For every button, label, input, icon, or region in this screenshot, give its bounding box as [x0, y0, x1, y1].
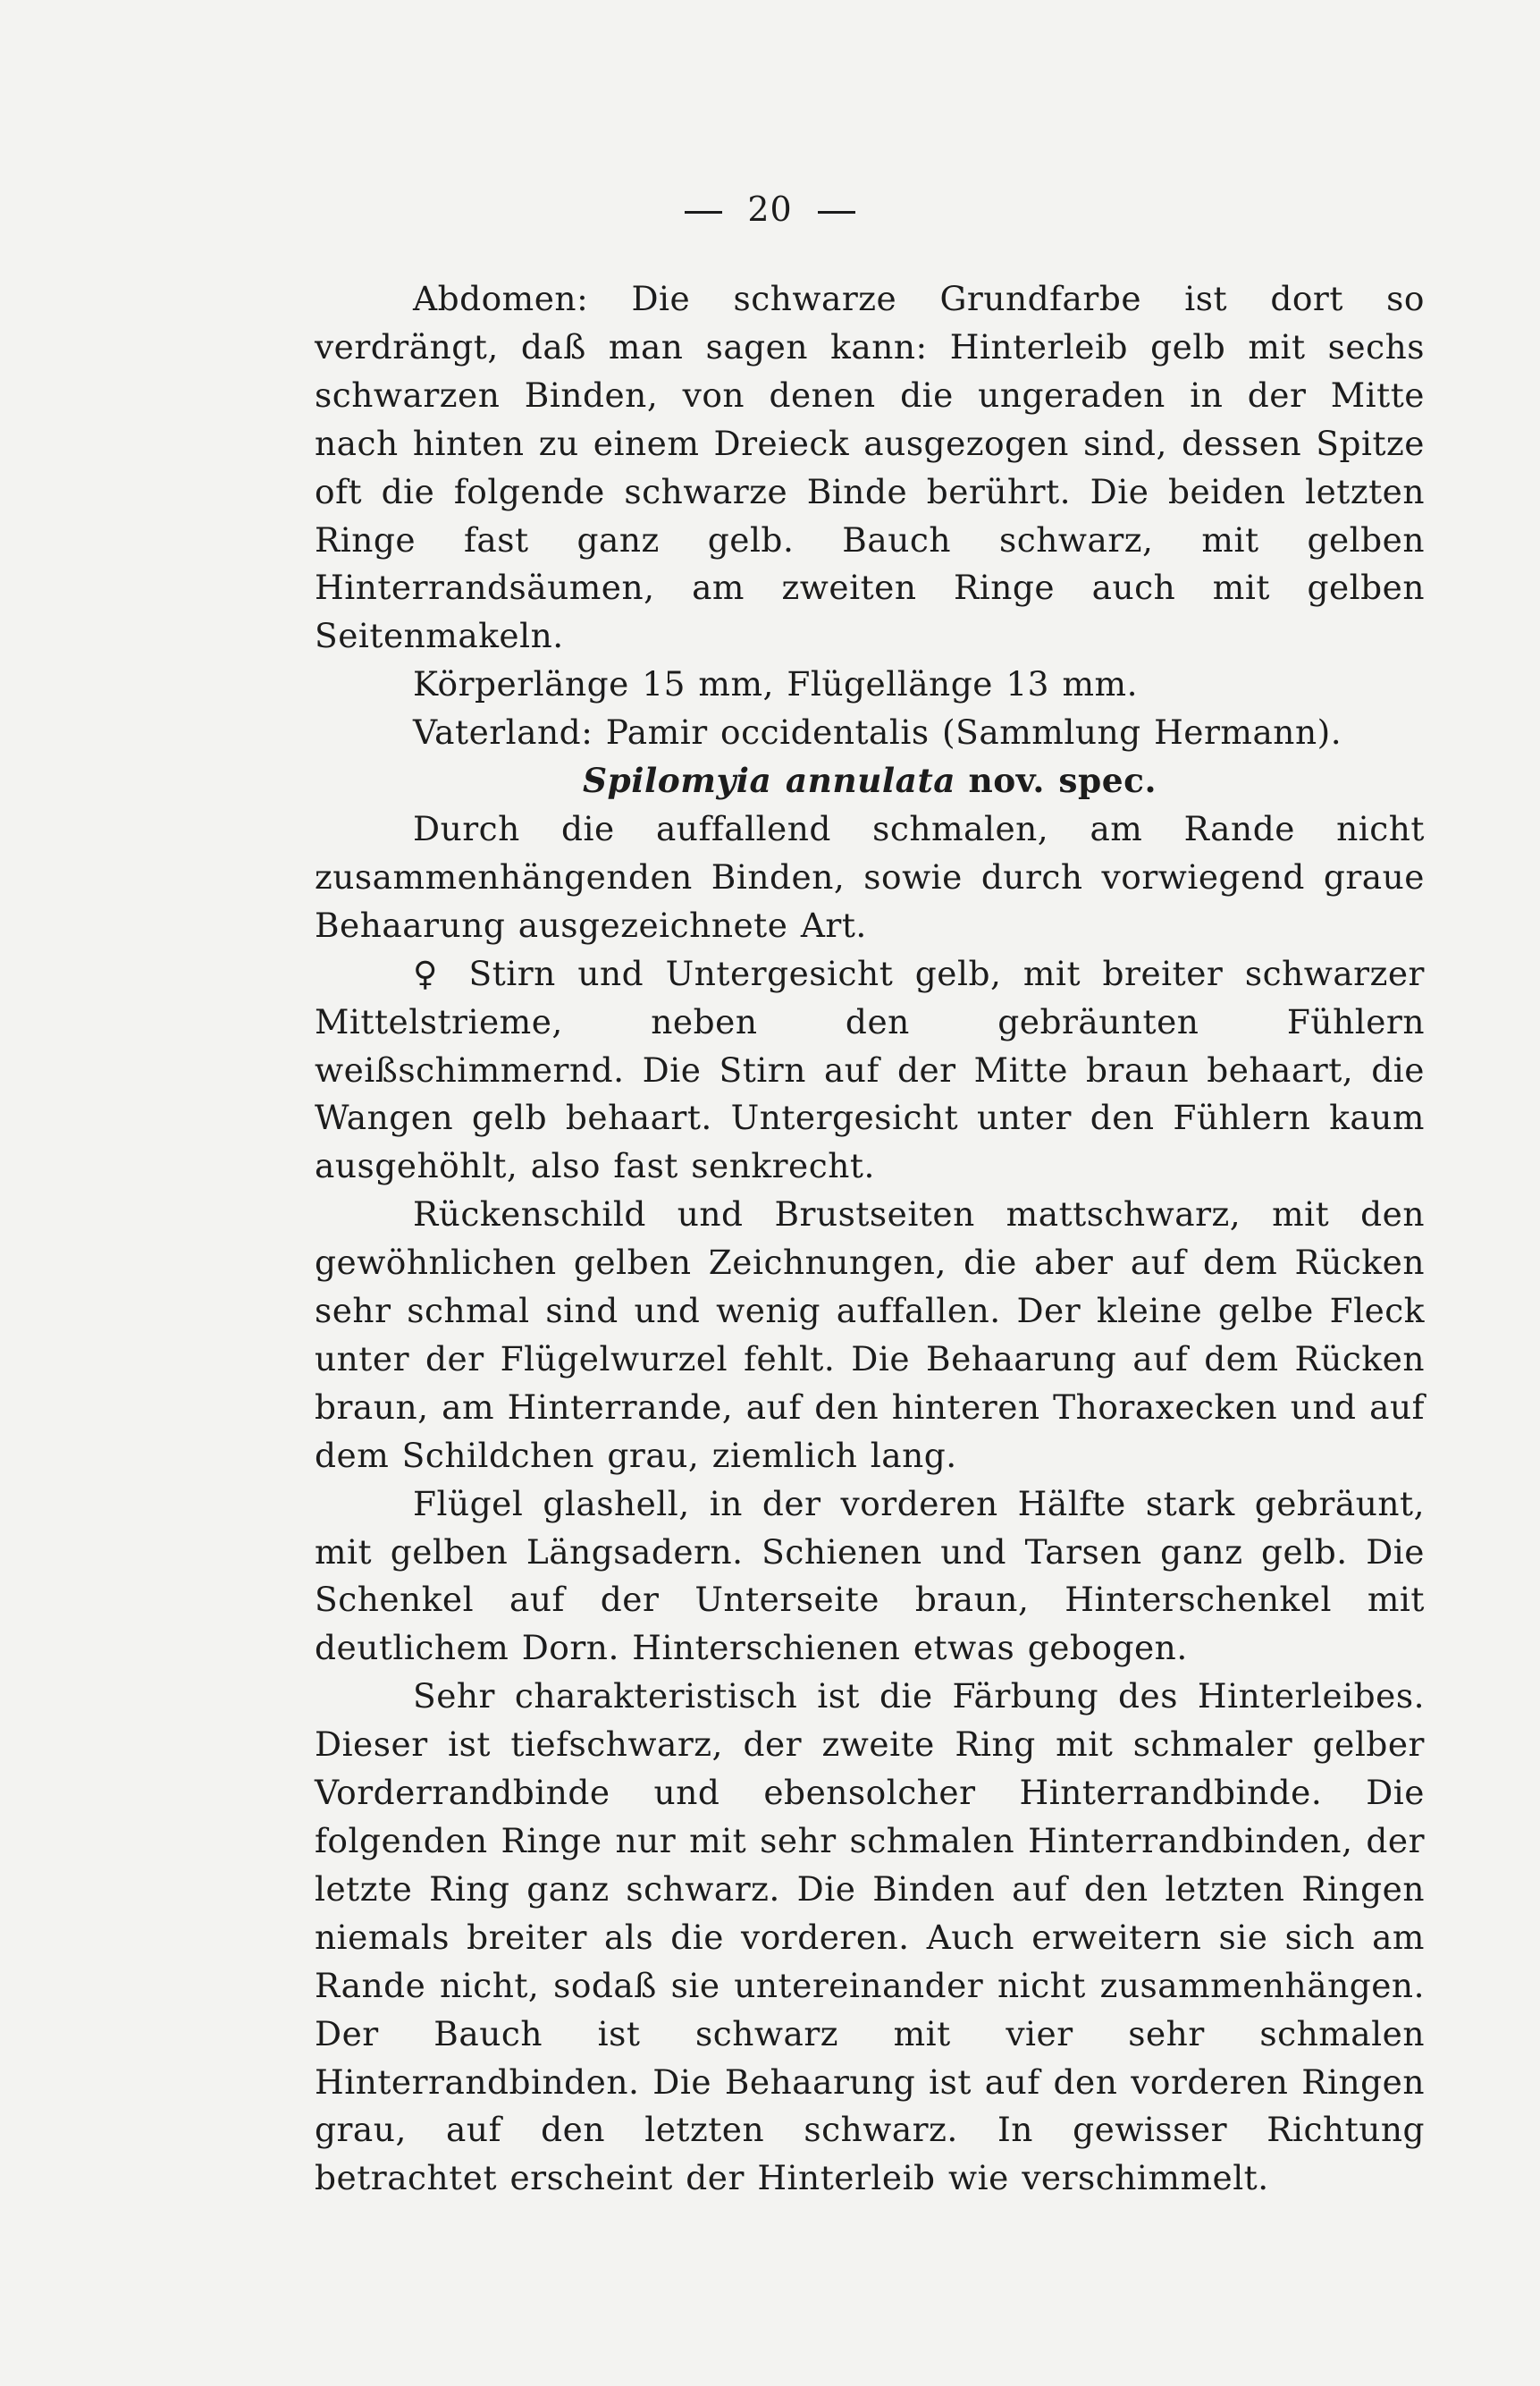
paragraph-abdomen: Abdomen: Die schwarze Grundfarbe ist dort so verdrängt, daß man sagen kann: Hinterleib gelb mit sechs schwarzen Binden, von denen die ungeraden in der Mitte nach hinten zu einem Dreieck ausgezogen sind, dessen Spitze oft die folgende schwarze Binde berührt. Die beiden letzten Ringe fast ganz gelb. Bauch schwarz, mit gelben Hinterrandsäumen, am zweiten Ringe auch mit gelben Seitenmakeln.: [315, 279, 1425, 656]
species-status: nov. spec.: [968, 761, 1157, 801]
paragraph-thorax: Rückenschild und Brustseiten mattschwarz, mit den gewöhnlichen gelben Zeichnungen, die aber auf dem Rücken sehr schmal sind und wenig auffallen. Der kleine gelbe Fleck unter der Flügelwurzel fehlt. Die Behaarung auf dem Rücken braun, am Hinterrande, auf den hinteren Thoraxecken und auf dem Schildchen grau, ziemlich lang.: [315, 1194, 1425, 1475]
paragraph-abdomen-coloring: Sehr charakteristisch ist die Färbung des Hinterleibes. Dieser ist tiefschwarz, der zweite Ring mit schmaler gelber Vorderrandbinde und ebensolcher Hinterrandbinde. Die folgenden Ringe nur mit sehr schmalen Hinterrandbinden, der letzte Ring ganz schwarz. Die Binden auf den letzten Ringen niemals breiter als die vorderen. Auch erweitern sie sich am Rande nicht, sodaß sie untereinander nicht zusammenhängen. Der Bauch ist schwarz mit vier sehr schmalen Hinterrandbinden. Die Behaarung ist auf den vorderen Ringen grau, auf den letzten schwarz. In gewisser Richtung betrachtet erscheint der Hinterleib wie verschimmelt.: [315, 1676, 1425, 2198]
page-number-dash-left: [685, 211, 722, 214]
page-number-dash-right: [818, 211, 855, 214]
body-text: [315, 275, 1425, 2203]
paragraph-female-head: [315, 950, 1425, 1192]
paragraph-female-head-text: Stirn und Untergesicht gelb, mit breiter schwarzer Mittelstrieme, neben den gebräunten Fühlern weißschimmernd. Die Stirn auf der Mitte braun behaart, die Wangen gelb behaart. Untergesicht unter den Fühlern kaum ausgehöhlt, also fast senkrecht.: [315, 953, 1425, 1186]
female-symbol-icon: ♀: [413, 953, 447, 993]
paragraph-body-length: Körperlänge 15 mm, Flügellänge 13 mm.: [413, 664, 1139, 704]
species-name: Spilomyia annulata: [582, 761, 956, 801]
paragraph-wings-legs: Flügel glashell, in der vorderen Hälfte stark gebräunt, mit gelben Längsadern. Schienen und Tarsen ganz gelb. Die Schenkel auf der Unterseite braun, Hinterschenkel mit deutlichem Dorn. Hinterschienen etwas gebogen.: [315, 1483, 1425, 1668]
page-number-value: 20: [747, 190, 793, 229]
paragraph-homeland: Vaterland: Pamir occidentalis (Sammlung Hermann).: [413, 712, 1342, 753]
page-number: [0, 190, 1540, 229]
species-heading: [315, 757, 1425, 805]
paragraph-diagnosis: Durch die auffallend schmalen, am Rande nicht zusammenhängenden Binden, sowie durch vorwiegend graue Behaarung ausgezeichnete Art.: [315, 808, 1425, 945]
